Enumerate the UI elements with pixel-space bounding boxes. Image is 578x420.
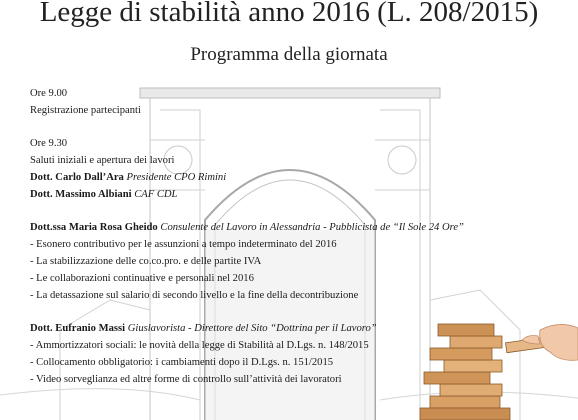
speaker-role: Consulente del Lavoro in Alessandria - Pubblicista de “Il Sole 24 Ore”: [160, 222, 464, 234]
page-title: Legge di stabilità anno 2016 (L. 208/2015): [39, 0, 539, 28]
speaker-name: Dott. Massimo Albiani: [30, 188, 132, 200]
speaker-line: [30, 187, 550, 204]
topic-item: - La stabilizzazione delle co.co.pro. e delle partite IVA: [30, 255, 262, 267]
speaker-line: [30, 170, 550, 187]
agenda-time: Ore 9.30: [30, 138, 68, 150]
agenda-item: Saluti iniziali e apertura dei lavori: [30, 155, 175, 167]
page-subtitle: Programma della giornata: [190, 44, 388, 65]
speaker-role: Presidente CPO Rimini: [126, 171, 227, 183]
topic-item: - La detassazione sul salario di secondo livello e la fine della decontribuzione: [30, 289, 359, 301]
topic-item: - Collocamento obbligatorio: i cambiamenti dopo il D.Lgs. n. 151/2015: [30, 356, 334, 368]
speaker-name: Dott. Carlo Dall’Ara: [30, 171, 124, 183]
speaker-line: [30, 220, 550, 237]
topic-item: - Ammortizzatori sociali: le novità della legge di Stabilità al D.Lgs. n. 148/2015: [30, 339, 369, 351]
jenga-tower-illustration: [410, 300, 578, 420]
topic-item: - Le collaborazioni continuative e personali nel 2016: [30, 272, 254, 284]
speaker-role: Giuslavorista - Direttore del Sito “Dottrina per il Lavoro”: [127, 323, 377, 335]
speaker-name: Dott. Eufranio Massi: [30, 323, 126, 335]
topic-item: - Esonero contributivo per le assunzioni a tempo indeterminato del 2016: [30, 239, 337, 251]
agenda-item: Registrazione partecipanti: [30, 104, 141, 116]
agenda-time: Ore 9.00: [30, 88, 68, 99]
topic-item: - Video sorveglianza ed altre forme di controllo sull’attività dei lavoratori: [30, 373, 342, 385]
speaker-name: Dott.ssa Maria Rosa Gheido: [30, 222, 158, 234]
speaker-role: CAF CDL: [134, 188, 178, 200]
